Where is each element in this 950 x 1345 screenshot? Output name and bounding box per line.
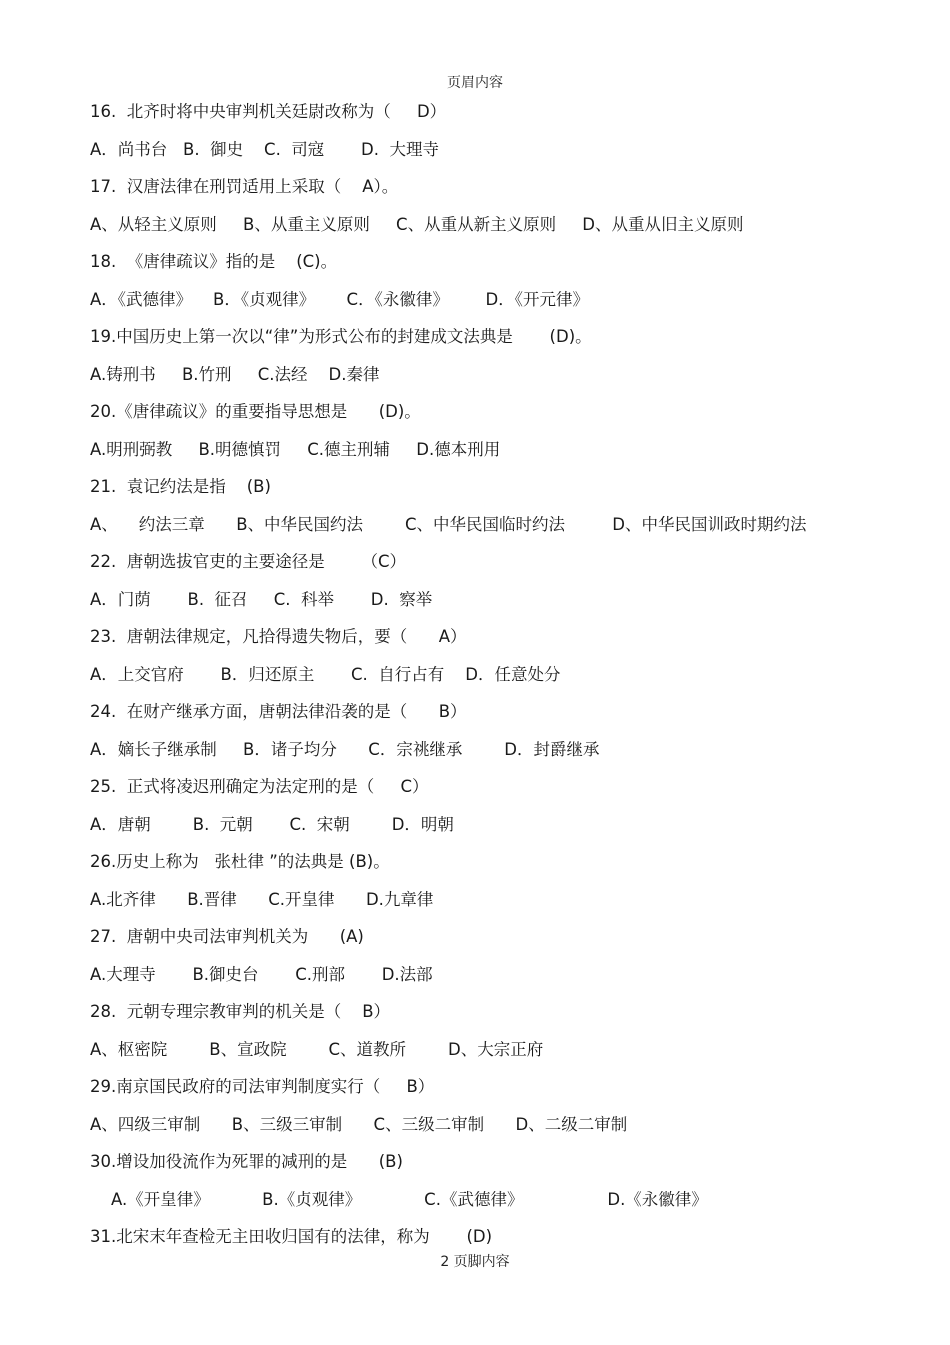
options-29: A、四级三审制 B、三级三审制 C、三级二审制 D、二级二审制 <box>90 1114 628 1134</box>
options-23: A．上交官府 B．归还原主 C. 自行占有 D．任意处分 <box>90 664 561 684</box>
options-25: A．唐朝 B. 元朝 C. 宋朝 D．明朝 <box>90 814 454 834</box>
options-17: A、从轻主义原则 B、从重主义原则 C、从重从新主义原则 D、从重从旧主义原则 <box>90 214 744 234</box>
options-18: A．《武德律》 B．《贞观律》 C．《永徽律》 D．《开元律》 <box>90 289 589 309</box>
question-27: 27. 唐朝中央司法审判机关为 (A) <box>90 927 364 946</box>
options-19: A.铸刑书 B.竹刑 C.法经 D.秦律 <box>90 364 380 384</box>
question-19: 19.中国历史上第一次以“律”为形式公布的封建成文法典是 (D)。 <box>90 327 592 346</box>
question-25: 25. 正式将凌迟刑确定为法定刑的是（ C） <box>90 777 429 796</box>
options-22: A．门荫 B. 征召 C. 科举 D. 察举 <box>90 589 433 609</box>
question-23: 23. 唐朝法律规定，凡拾得遗失物后，要（ A） <box>90 627 467 646</box>
options-20: A.明刑弼教 B.明德慎罚 C.德主刑辅 D.德本刑用 <box>90 439 501 459</box>
question-26: 26.历史上称为 张杜律 ”的法典是 (B)。 <box>90 852 390 871</box>
options-28: A、枢密院 B、宣政院 C、道教所 D、大宗正府 <box>90 1039 544 1059</box>
question-22: 22. 唐朝选拔官吏的主要途径是 （C） <box>90 552 406 571</box>
options-21: A、 约法三章 B、中华民国约法 C、中华民国临时约法 D、中华民国训政时期约法 <box>90 514 807 534</box>
question-16: 16. 北齐时将中央审判机关廷尉改称为（ D） <box>90 102 447 121</box>
question-20: 20.《唐律疏议》的重要指导思想是 (D)。 <box>90 402 421 421</box>
question-21: 21. 袁记约法是指 (B) <box>90 477 271 496</box>
question-29: 29.南京国民政府的司法审判制度实行（ B） <box>90 1077 435 1096</box>
options-16: A．尚书台 B. 御史 C. 司寇 D. 大理寺 <box>90 139 439 159</box>
options-26: A.北齐律 B.晋律 C.开皇律 D.九章律 <box>90 889 434 909</box>
options-27: A.大理寺 B.御史台 C.刑部 D.法部 <box>90 964 433 984</box>
question-17: 17. 汉唐法律在刑罚适用上采取（ A）。 <box>90 177 399 196</box>
question-28: 28. 元朝专理宗教审判的机关是（ B） <box>90 1002 391 1021</box>
page-header: 页眉内容 <box>447 75 503 91</box>
question-31: 31.北宋末年查检无主田收归国有的法律，称为 (D) <box>90 1227 493 1246</box>
options-30: A.《开皇律》 B.《贞观律》 C.《武德律》 D.《永徽律》 <box>90 1189 708 1209</box>
question-24: 24. 在财产继承方面，唐朝法律沿袭的是（ B） <box>90 702 467 721</box>
page-footer: 2 页脚内容 <box>440 1254 510 1270</box>
question-list <box>90 96 910 1259</box>
question-30: 30.增设加役流作为死罪的减刑的是 (B) <box>90 1152 403 1171</box>
question-18: 18. 《唐律疏议》指的是 (C)。 <box>90 252 338 271</box>
options-24: A．嫡长子继承制 B．诸子均分 C．宗祧继承 D．封爵继承 <box>90 739 600 759</box>
